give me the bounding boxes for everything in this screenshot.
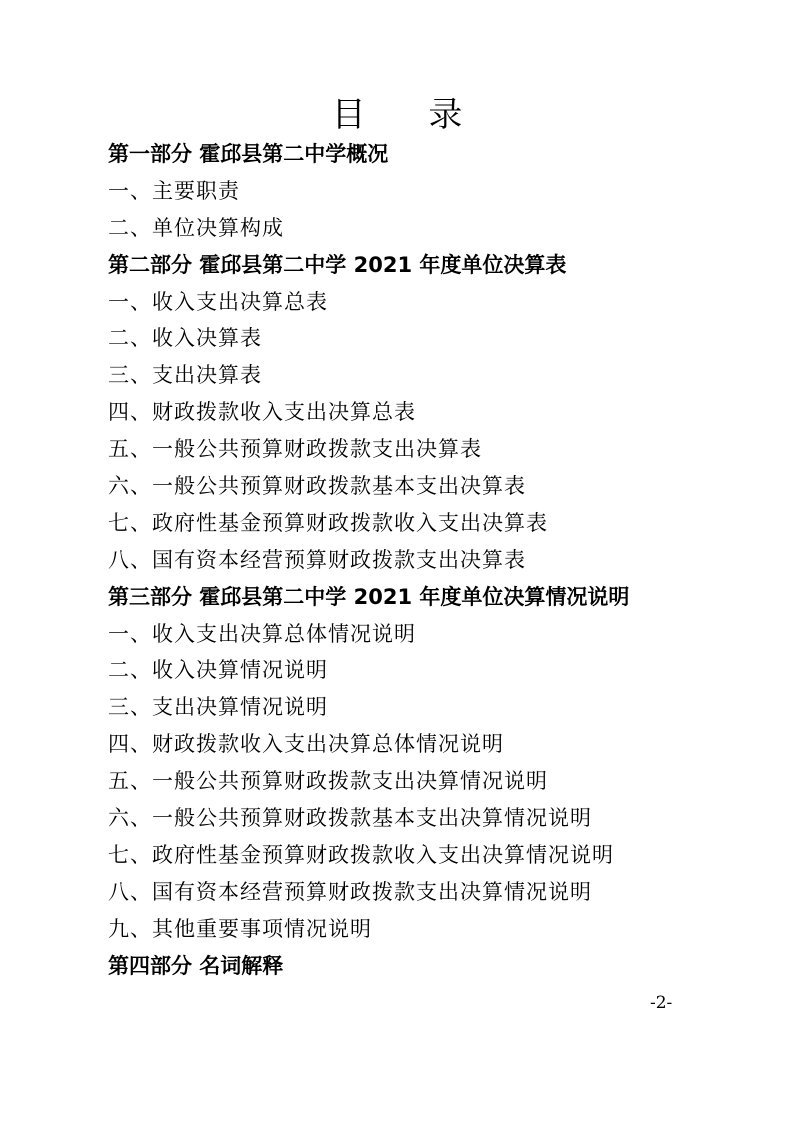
toc-item: 六、一般公共预算财政拨款基本支出决算情况说明: [108, 806, 592, 831]
toc-item: 七、政府性基金预算财政拨款收入支出决算表: [108, 510, 548, 535]
toc-item: 五、一般公共预算财政拨款支出决算表: [108, 437, 482, 462]
page-title: 目 录: [331, 95, 489, 135]
toc-part-3-heading: 第三部分 霍邱县第二中学 2021 年度单位决算情况说明: [108, 584, 630, 609]
toc-part-1-heading: 第一部分 霍邱县第二中学概况: [108, 142, 389, 166]
toc-item: 九、其他重要事项情况说明: [108, 916, 372, 941]
toc-item: 七、政府性基金预算财政拨款收入支出决算情况说明: [108, 842, 614, 867]
toc-item: 一、主要职责: [108, 178, 240, 203]
page-number: -2-: [650, 993, 673, 1013]
toc-item: 一、收入支出决算总表: [108, 289, 328, 314]
toc-part-4-heading: 第四部分 名词解释: [108, 953, 284, 978]
toc-item: 三、支出决算情况说明: [108, 695, 328, 720]
toc-item: 三、支出决算表: [108, 363, 262, 388]
toc-item: 五、一般公共预算财政拨款支出决算情况说明: [108, 769, 548, 794]
toc-item: 二、收入决算表: [108, 326, 262, 351]
toc-item: 六、一般公共预算财政拨款基本支出决算表: [108, 474, 526, 499]
table-of-contents: [108, 136, 758, 984]
toc-item: 四、财政拨款收入支出决算总体情况说明: [108, 732, 504, 757]
toc-item: 四、财政拨款收入支出决算总表: [108, 400, 416, 425]
toc-item: 二、收入决算情况说明: [108, 658, 328, 683]
toc-item: 二、单位决算构成: [108, 215, 284, 240]
toc-item: 一、收入支出决算总体情况说明: [108, 621, 416, 646]
toc-part-2-heading: 第二部分 霍邱县第二中学 2021 年度单位决算表: [108, 252, 567, 277]
toc-item: 八、国有资本经营预算财政拨款支出决算表: [108, 547, 526, 572]
toc-item: 八、国有资本经营预算财政拨款支出决算情况说明: [108, 879, 592, 904]
